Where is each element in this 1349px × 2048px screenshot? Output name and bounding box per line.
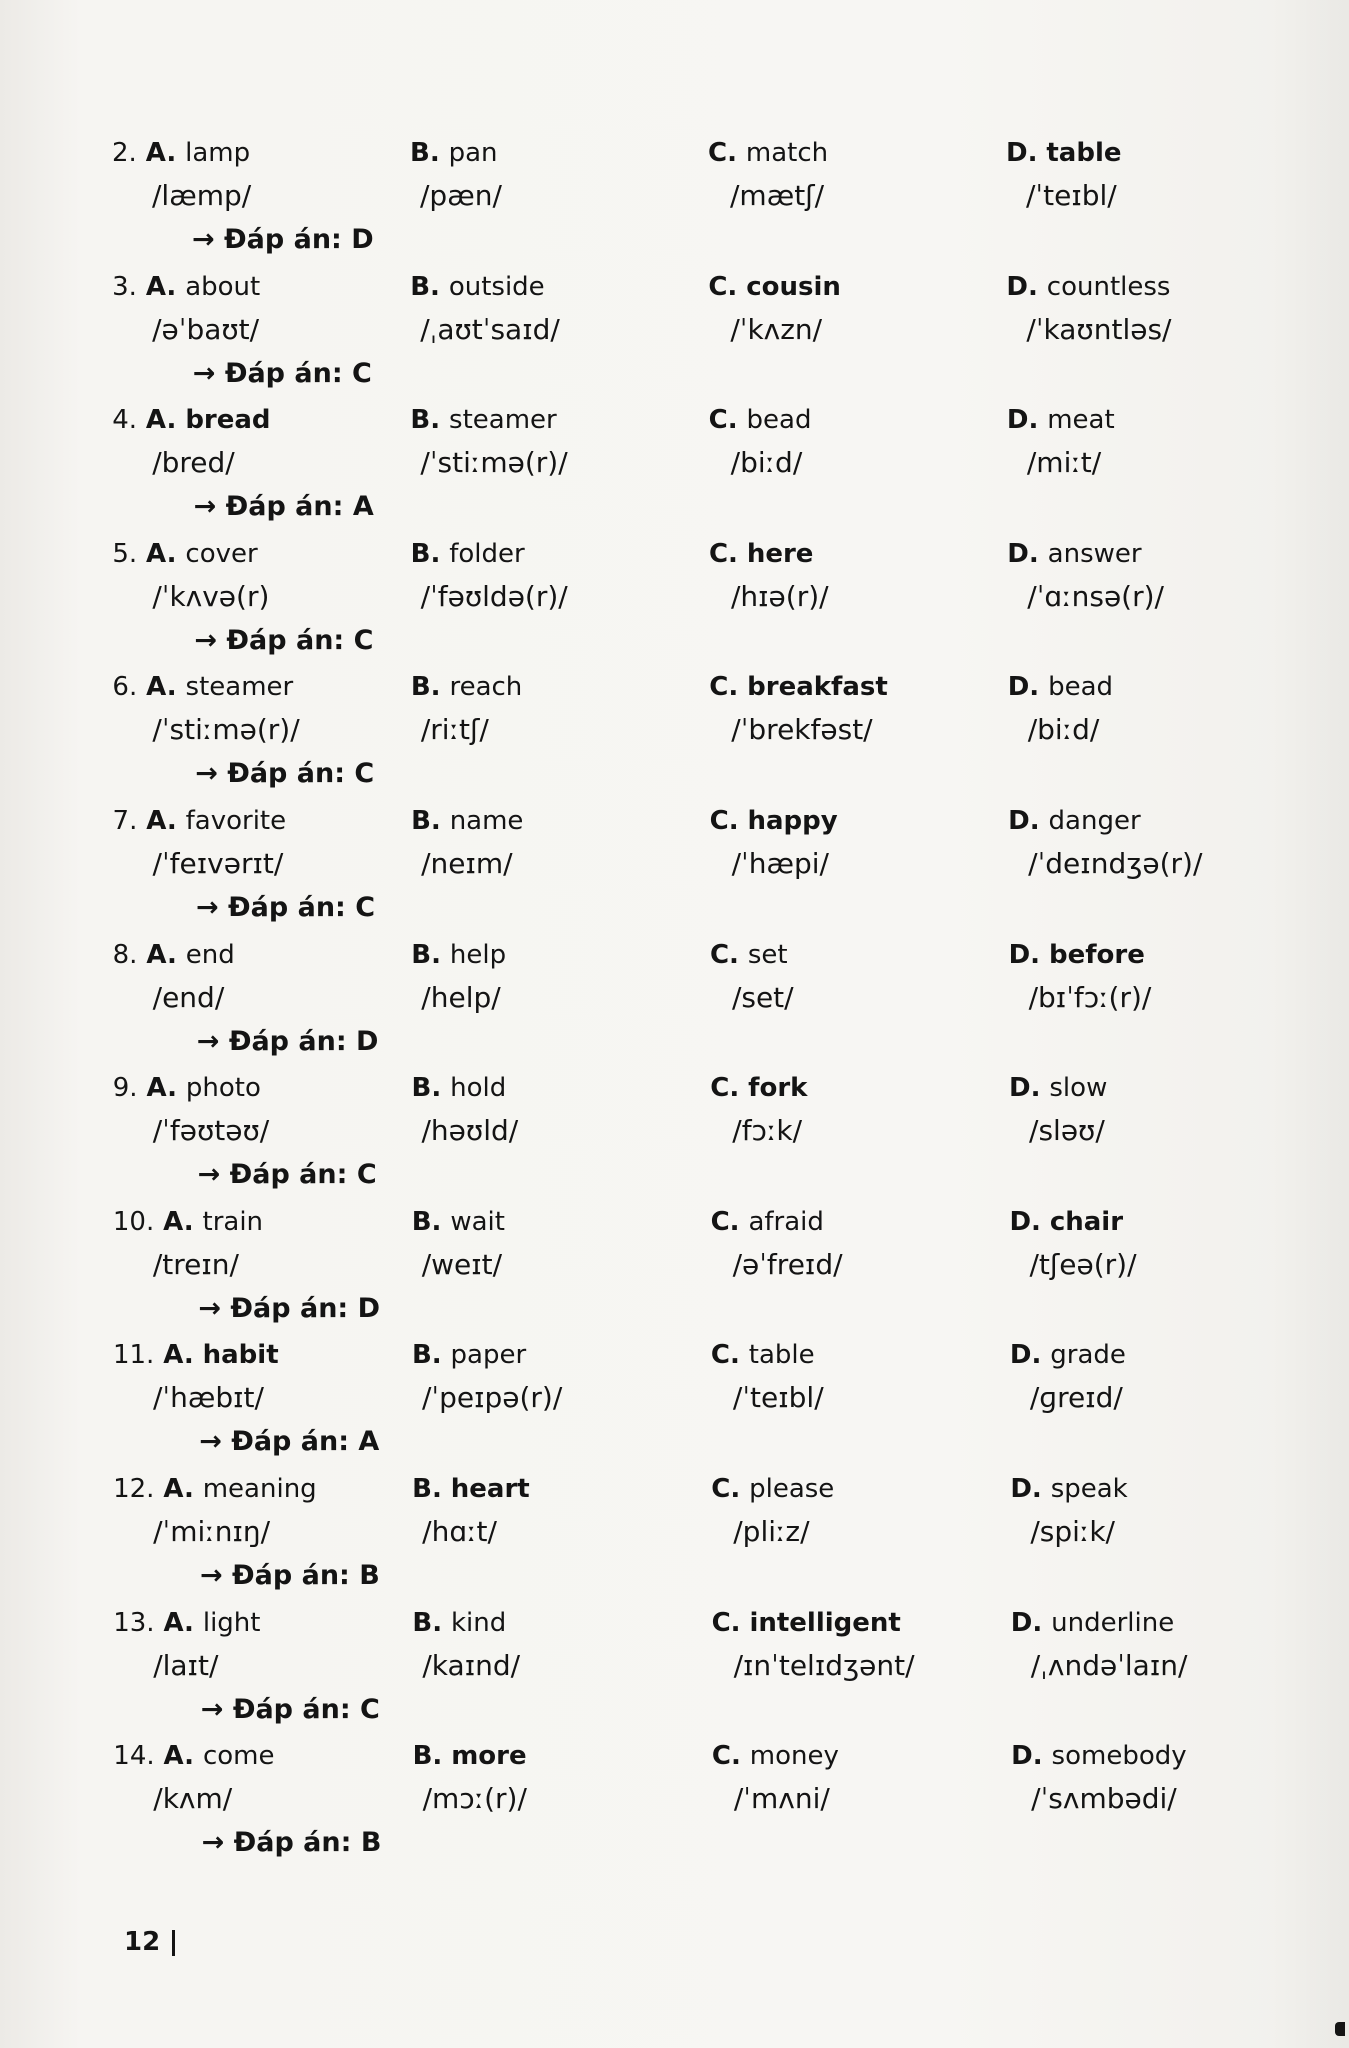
option-word-text: cousin	[746, 271, 841, 302]
option-word	[1010, 1468, 1127, 1509]
answer-key: → Đáp án: A	[193, 491, 374, 523]
option-ipa-row	[0, 1111, 1349, 1153]
option-word-text: before	[1048, 939, 1145, 970]
question-block	[0, 666, 1349, 800]
option-word-text: help	[449, 939, 507, 970]
option-label: B.	[411, 1206, 442, 1237]
option-ipa: /ˈɑːnsə(r)/	[1027, 579, 1164, 613]
option-word-row	[0, 800, 1349, 842]
option-word-row	[0, 533, 1349, 575]
question-block	[0, 1201, 1349, 1335]
option-label: B.	[410, 405, 441, 436]
option-ipa: /bred/	[152, 446, 235, 480]
question-block	[0, 1334, 1349, 1468]
question-number: 5.	[112, 538, 138, 569]
option-label: B.	[410, 271, 440, 302]
option-word	[1006, 266, 1170, 307]
option-word	[1008, 666, 1113, 707]
answer-row	[0, 1823, 1349, 1865]
option-word	[1008, 800, 1140, 841]
option-word-text: name	[449, 806, 524, 836]
option-ipa-row	[0, 310, 1349, 352]
option-ipa: /ɪnˈtelɪdʒənt/	[733, 1648, 915, 1682]
option-ipa-row	[0, 1378, 1349, 1420]
option-word	[112, 399, 270, 440]
option-ipa: /biːd/	[730, 446, 803, 480]
option-word-text: afraid	[748, 1206, 824, 1237]
option-word-text: bead	[746, 405, 812, 436]
option-word-text: meat	[1047, 405, 1115, 436]
option-label: B.	[412, 1607, 443, 1638]
option-word-text: habit	[202, 1340, 279, 1371]
question-block	[0, 800, 1349, 934]
option-word-row	[0, 934, 1349, 976]
answer-key: → Đáp án: D	[192, 224, 374, 255]
option-ipa-row	[0, 1779, 1349, 1821]
option-label: A.	[163, 1340, 194, 1371]
option-label: D.	[1009, 1206, 1041, 1237]
option-word	[1009, 934, 1145, 975]
question-block	[0, 533, 1349, 667]
option-ipa: /ˌʌndəˈlaɪn/	[1030, 1648, 1188, 1682]
option-label: B.	[410, 672, 441, 703]
question-number: 7.	[112, 806, 138, 836]
option-ipa: /kaɪnd/	[422, 1648, 521, 1682]
option-ipa-row	[0, 577, 1349, 619]
option-ipa: /ˈdeɪndʒə(r)/	[1028, 847, 1203, 880]
option-ipa: /ˈbrekfəst/	[731, 713, 873, 747]
option-word	[113, 934, 235, 975]
option-word-text: danger	[1048, 806, 1141, 836]
answer-row	[0, 1556, 1349, 1598]
option-ipa: /ˈfeɪvərɪt/	[152, 847, 284, 880]
option-word-text: happy	[747, 806, 838, 836]
option-ipa: /həʊld/	[421, 1114, 519, 1148]
option-label: D.	[1009, 1073, 1041, 1104]
option-ipa: /hɪə(r)/	[730, 579, 829, 613]
question-block	[0, 1602, 1349, 1736]
option-ipa-row	[0, 844, 1349, 886]
option-label: A.	[163, 1607, 194, 1638]
answer-row	[0, 220, 1349, 262]
option-word-text: grade	[1050, 1340, 1126, 1371]
option-label: D.	[1008, 939, 1041, 970]
option-word	[709, 666, 888, 707]
option-ipa: /ˈmiːnɪŋ/	[153, 1515, 271, 1548]
option-word-text: pan	[448, 138, 498, 168]
option-word	[711, 1334, 815, 1375]
answer-key: → Đáp án: D	[198, 1292, 381, 1324]
question-number: 10.	[112, 1206, 155, 1237]
question-block	[0, 934, 1349, 1068]
page-number: 12	[124, 1927, 161, 1957]
question-number: 3.	[112, 271, 137, 302]
option-word	[112, 266, 260, 307]
option-ipa: /ˈhæpi/	[731, 847, 829, 880]
option-label: A.	[163, 1741, 195, 1772]
option-ipa-row	[0, 176, 1349, 218]
option-ipa: /ˈteɪbl/	[1026, 179, 1117, 212]
question-number: 2.	[112, 138, 137, 168]
option-label: A.	[163, 1474, 194, 1504]
option-label: A.	[146, 672, 177, 703]
option-word-row	[0, 132, 1349, 174]
question-block	[0, 1735, 1349, 1869]
option-word	[412, 1067, 507, 1108]
option-word-text: cover	[185, 538, 258, 569]
option-label: B.	[411, 1340, 442, 1371]
option-word-text: here	[746, 538, 814, 569]
option-label: C.	[711, 1474, 741, 1504]
question-number: 8.	[112, 939, 138, 970]
answer-key: → Đáp án: C	[196, 892, 376, 923]
option-label: B.	[411, 939, 441, 970]
answer-row	[0, 354, 1349, 396]
option-ipa: /bɪˈfɔː(r)/	[1028, 980, 1152, 1014]
option-word-text: hold	[450, 1073, 507, 1104]
option-word-text: table	[748, 1340, 815, 1371]
option-label: B.	[410, 138, 440, 168]
option-ipa: /ˈkaʊntləs/	[1026, 312, 1172, 346]
option-ipa: /hɑːt/	[422, 1515, 497, 1548]
question-block	[0, 399, 1349, 533]
option-ipa: /ˈmʌni/	[733, 1782, 830, 1816]
footer-divider	[172, 1930, 175, 1956]
option-word-text: about	[185, 271, 261, 302]
question-number: 6.	[112, 672, 138, 703]
option-word	[113, 1735, 274, 1776]
option-word-text: bead	[1048, 672, 1114, 703]
option-ipa: /læmp/	[152, 179, 252, 212]
option-word	[1011, 1735, 1186, 1776]
option-word	[113, 1201, 263, 1242]
option-word-text: underline	[1051, 1607, 1175, 1638]
answer-key: → Đáp án: C	[192, 357, 372, 389]
question-number: 4.	[112, 405, 138, 436]
option-word-row	[0, 1334, 1349, 1376]
answer-key: → Đáp án: C	[200, 1693, 380, 1725]
option-word-row	[0, 1468, 1349, 1510]
option-word	[412, 1334, 526, 1375]
option-word	[1009, 1201, 1123, 1242]
option-label: C.	[708, 271, 738, 302]
question-block	[0, 266, 1349, 400]
option-word-text: steamer	[449, 405, 557, 436]
option-label: D.	[1011, 1741, 1043, 1772]
option-word	[411, 533, 525, 574]
option-label: D.	[1006, 138, 1038, 168]
answer-row	[0, 1690, 1349, 1732]
option-word-text: more	[451, 1741, 527, 1772]
option-word-text: answer	[1047, 538, 1142, 569]
answer-row	[0, 1022, 1349, 1064]
option-ipa: /end/	[152, 980, 225, 1014]
question-number: 11.	[112, 1340, 155, 1371]
option-ipa: /tʃeə(r)/	[1029, 1247, 1137, 1281]
answer-row	[0, 487, 1349, 529]
option-word-row	[0, 1067, 1349, 1109]
option-label: B.	[411, 806, 441, 836]
option-word-text: money	[749, 1741, 839, 1772]
option-ipa: /laɪt/	[153, 1648, 219, 1682]
option-word-text: outside	[448, 271, 545, 302]
option-word-text: reach	[449, 672, 523, 703]
option-word-text: chair	[1049, 1206, 1124, 1237]
question-number: 9.	[112, 1073, 138, 1104]
option-word-text: lamp	[185, 138, 251, 168]
option-word	[710, 800, 838, 841]
question-number: 14.	[113, 1741, 155, 1772]
option-ipa: /pliːz/	[733, 1515, 810, 1548]
option-word	[410, 132, 498, 173]
answer-key: → Đáp án: C	[197, 1159, 377, 1191]
option-word-text: bread	[185, 405, 271, 436]
option-word-row	[0, 1735, 1349, 1777]
option-ipa: /riːtʃ/	[420, 713, 489, 747]
option-ipa: /fɔːk/	[732, 1114, 803, 1148]
option-ipa: /ɡreɪd/	[1029, 1381, 1123, 1415]
answer-key: → Đáp án: D	[196, 1025, 379, 1057]
option-word	[411, 666, 522, 707]
option-word-text: somebody	[1051, 1741, 1187, 1772]
option-label: C.	[708, 138, 737, 168]
answer-row	[0, 754, 1349, 796]
option-word-text: favorite	[185, 806, 287, 836]
page-footer	[124, 1922, 175, 1962]
option-word-text: slow	[1049, 1073, 1108, 1104]
option-word	[410, 399, 556, 440]
answer-row	[0, 1155, 1349, 1197]
option-word-row	[0, 1602, 1349, 1644]
option-ipa: /mɔː(r)/	[422, 1782, 527, 1816]
option-word	[1011, 1602, 1174, 1643]
option-ipa: /sləʊ/	[1029, 1114, 1105, 1148]
option-word-text: photo	[185, 1073, 261, 1104]
option-word-text: heart	[450, 1474, 530, 1504]
option-word	[113, 1334, 279, 1375]
option-label: B.	[410, 538, 441, 569]
page-corner-mark	[1335, 2022, 1345, 2036]
option-ipa: /weɪt/	[421, 1247, 503, 1281]
option-label: D.	[1007, 538, 1039, 569]
option-word-text: folder	[449, 538, 525, 569]
answer-key: → Đáp án: C	[194, 624, 374, 656]
option-word-row	[0, 266, 1349, 308]
option-ipa: /ˈpeɪpə(r)/	[421, 1381, 563, 1415]
option-word-text: wait	[450, 1206, 505, 1237]
option-label: A.	[146, 538, 177, 569]
question-number: 13.	[113, 1607, 155, 1638]
option-ipa-row	[0, 1646, 1349, 1688]
option-label: C.	[711, 1741, 741, 1772]
option-word	[113, 1468, 317, 1509]
question-number: 12.	[113, 1474, 155, 1504]
answer-key: → Đáp án: B	[201, 1827, 382, 1859]
option-label: A.	[163, 1206, 194, 1237]
option-word-text: breakfast	[747, 672, 888, 703]
option-label: C.	[708, 405, 738, 436]
option-label: C.	[710, 1073, 740, 1104]
option-word	[709, 399, 812, 440]
option-word	[708, 132, 828, 173]
option-ipa: /help/	[421, 980, 501, 1014]
answer-key: → Đáp án: B	[200, 1560, 380, 1591]
option-word	[710, 934, 788, 975]
option-word	[1010, 1334, 1126, 1375]
option-label: D.	[1006, 405, 1039, 436]
option-label: C.	[708, 538, 738, 569]
option-word	[413, 1735, 527, 1776]
option-label: A.	[146, 806, 177, 836]
option-word-text: countless	[1046, 271, 1171, 302]
option-ipa: /ˈhæbɪt/	[152, 1381, 264, 1415]
option-word	[113, 1602, 260, 1643]
option-label: A.	[145, 405, 177, 436]
answer-row	[0, 1289, 1349, 1331]
option-ipa: /ˈkʌzn/	[730, 312, 823, 346]
option-label: D.	[1010, 1607, 1043, 1638]
option-word	[412, 1602, 506, 1643]
option-label: B.	[412, 1474, 442, 1504]
option-label: A.	[145, 271, 177, 302]
option-word	[113, 1067, 261, 1108]
question-block	[0, 132, 1349, 266]
option-label: A.	[146, 939, 177, 970]
option-label: C.	[710, 1206, 740, 1237]
option-word	[1009, 1067, 1107, 1108]
option-word-text: come	[202, 1741, 275, 1772]
option-ipa: /miːt/	[1026, 446, 1102, 480]
option-label: D.	[1007, 672, 1040, 703]
option-word-text: end	[185, 939, 235, 970]
option-word-text: paper	[450, 1340, 527, 1371]
option-word-text: table	[1046, 138, 1122, 168]
option-ipa: /əˈbaʊt/	[152, 312, 260, 346]
option-ipa: /neɪm/	[421, 847, 513, 880]
option-ipa: /ˌaʊtˈsaɪd/	[420, 312, 560, 346]
option-label: B.	[412, 1741, 443, 1772]
option-ipa: /ˈstiːmə(r)/	[152, 713, 300, 747]
question-block	[0, 1067, 1349, 1201]
option-word-text: match	[745, 138, 829, 168]
option-ipa: /set/	[731, 980, 794, 1014]
option-ipa: /ˈsʌmbədi/	[1031, 1782, 1177, 1816]
option-word	[712, 1735, 839, 1776]
option-word-text: intelligent	[749, 1607, 901, 1638]
option-word-row	[0, 1201, 1349, 1243]
option-label: D.	[1008, 806, 1040, 836]
option-label: D.	[1010, 1474, 1042, 1504]
option-ipa: /pæn/	[420, 179, 502, 212]
option-word-text: train	[202, 1206, 264, 1237]
option-label: D.	[1009, 1340, 1042, 1371]
option-word	[1006, 132, 1122, 173]
option-word	[412, 1468, 530, 1509]
option-label: D.	[1006, 271, 1038, 302]
option-word-text: kind	[450, 1607, 507, 1638]
option-word	[1007, 399, 1115, 440]
option-word-row	[0, 666, 1349, 708]
option-word	[711, 1201, 824, 1242]
option-ipa: /mætʃ/	[730, 179, 825, 212]
option-word	[112, 132, 250, 173]
option-ipa: /ˈfəʊldə(r)/	[420, 579, 568, 613]
option-label: C.	[709, 806, 739, 836]
option-label: B.	[411, 1073, 442, 1104]
question-block	[0, 1468, 1349, 1602]
option-word	[710, 1067, 807, 1108]
option-ipa: /ˈfəʊtəʊ/	[152, 1114, 270, 1148]
answer-row	[0, 1422, 1349, 1464]
option-ipa-row	[0, 710, 1349, 752]
option-word	[113, 800, 287, 841]
option-label: C.	[709, 672, 739, 703]
answer-key: → Đáp án: C	[195, 758, 375, 790]
option-word	[708, 266, 841, 307]
option-ipa: /kʌm/	[153, 1782, 233, 1816]
option-word	[711, 1468, 834, 1509]
option-ipa: /ˈstiːmə(r)/	[420, 446, 568, 480]
option-word	[411, 800, 523, 841]
answer-row	[0, 621, 1349, 663]
option-word	[411, 934, 506, 975]
option-word-text: light	[202, 1607, 261, 1638]
option-ipa-row	[0, 1245, 1349, 1287]
option-ipa: /biːd/	[1027, 713, 1100, 747]
option-word	[410, 266, 544, 307]
option-ipa: /ˈteɪbl/	[732, 1381, 824, 1415]
option-label: C.	[711, 1607, 741, 1638]
option-ipa: /ˈkʌvə(r)	[152, 579, 270, 613]
option-word	[112, 666, 293, 707]
option-ipa-row	[0, 1512, 1349, 1554]
option-word	[112, 533, 257, 574]
option-ipa-row	[0, 978, 1349, 1020]
option-word-text: set	[747, 939, 788, 970]
option-word-text: steamer	[185, 672, 294, 703]
option-ipa-row	[0, 443, 1349, 485]
option-word-text: meaning	[202, 1474, 317, 1504]
option-ipa: /treɪn/	[152, 1247, 239, 1281]
option-word	[709, 533, 813, 574]
option-word-text: please	[749, 1474, 835, 1504]
option-label: A.	[145, 138, 177, 168]
option-word-row	[0, 399, 1349, 441]
option-ipa: /spiːk/	[1030, 1515, 1115, 1548]
option-label: C.	[710, 1340, 740, 1371]
option-label: A.	[146, 1073, 177, 1104]
option-label: C.	[709, 939, 739, 970]
option-word	[1007, 533, 1141, 574]
option-word-text: fork	[748, 1073, 808, 1104]
option-word	[412, 1201, 505, 1242]
option-ipa: /əˈfreɪd/	[732, 1247, 843, 1281]
option-word	[712, 1602, 901, 1643]
option-word-text: speak	[1050, 1474, 1128, 1504]
answer-key: → Đáp án: A	[199, 1426, 380, 1458]
answer-row	[0, 888, 1349, 930]
